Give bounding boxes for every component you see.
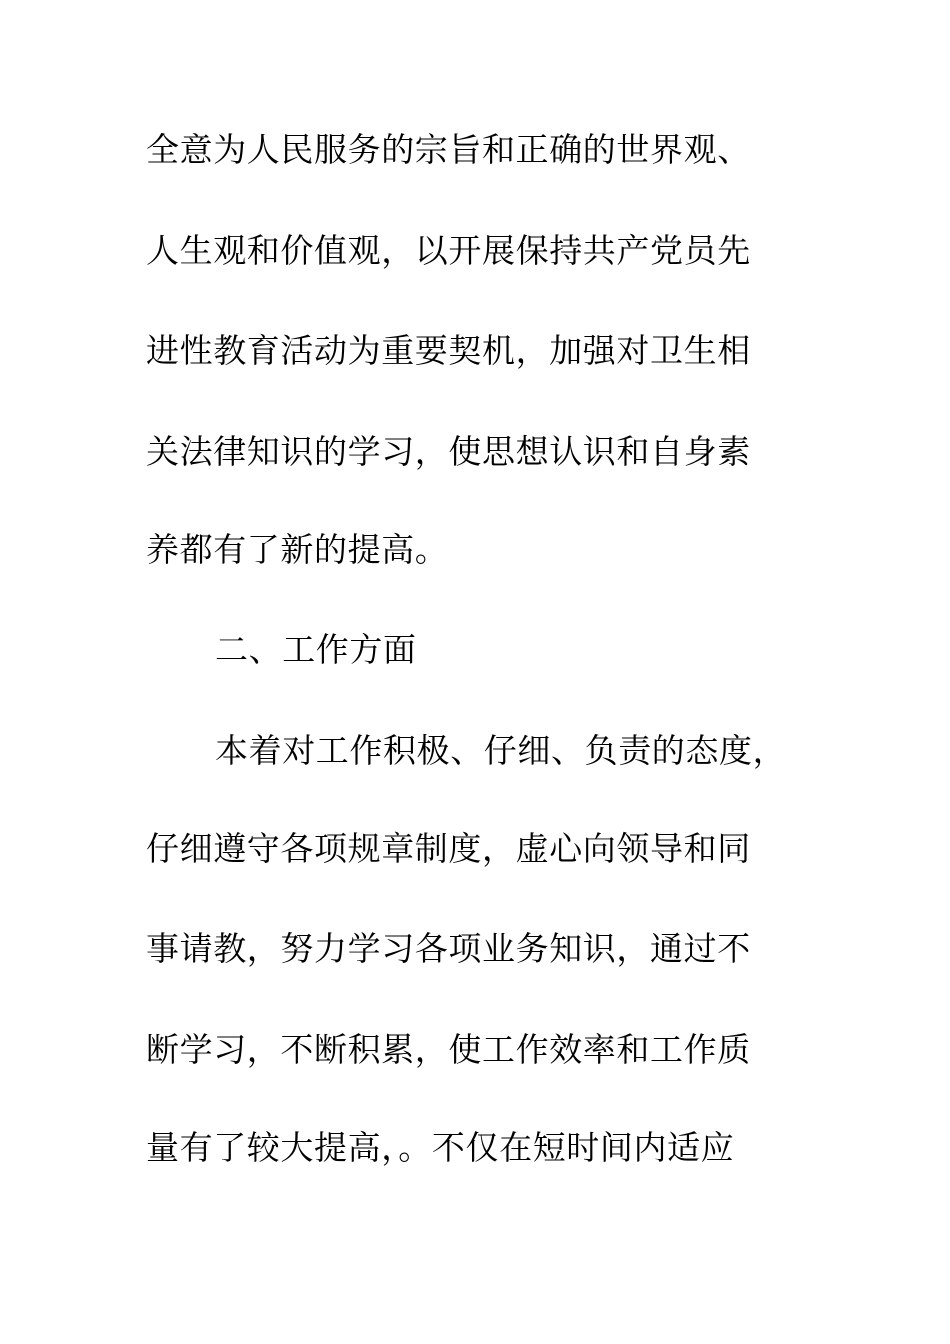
paragraph-line: 全意为人民服务的宗旨和正确的世界观、	[146, 130, 751, 169]
paragraph-line: 本着对工作积极、仔细、负责的态度，	[215, 731, 787, 770]
paragraph-line: 人生观和价值观，以开展保持共产党员先	[146, 231, 751, 270]
paragraph-line: 断学习，不断积累，使工作效率和工作质	[146, 1030, 751, 1069]
paragraph-line: 量有了较大提高，。不仅在短时间内适应	[146, 1128, 735, 1167]
section-heading: 二、工作方面	[215, 630, 417, 669]
paragraph-line: 进性教育活动为重要契机，加强对卫生相	[146, 331, 751, 370]
paragraph-line: 养都有了新的提高。	[146, 530, 449, 569]
paragraph-line: 仔细遵守各项规章制度，虚心向领导和同	[146, 829, 751, 868]
paragraph-line: 事请教，努力学习各项业务知识，通过不	[146, 929, 751, 968]
paragraph-line: 关法律知识的学习，使思想认识和自身素	[146, 432, 751, 471]
